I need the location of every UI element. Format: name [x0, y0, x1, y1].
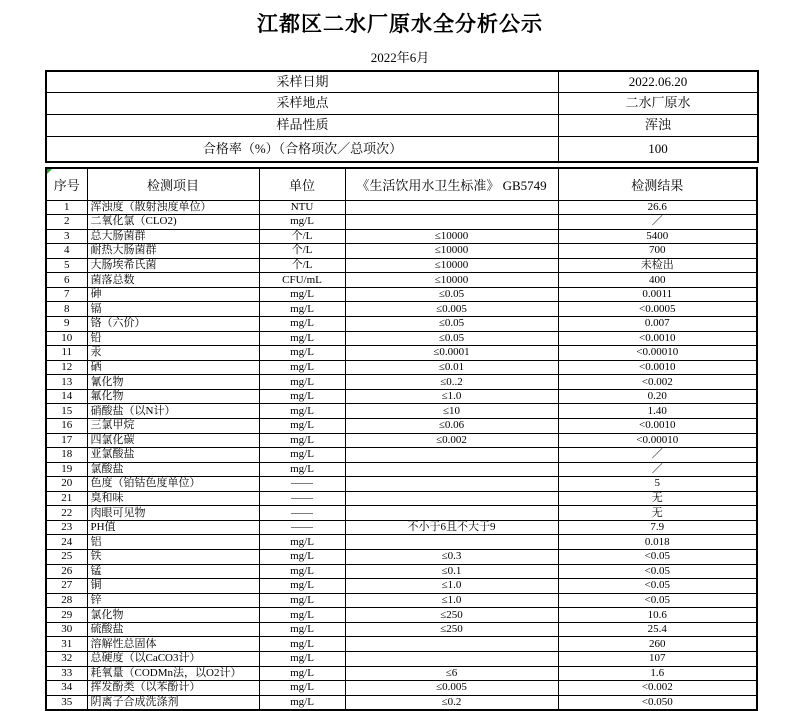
cell-unit: mg/L	[259, 462, 345, 477]
cell-seq: 14	[46, 389, 87, 404]
cell-result: <0.0005	[558, 302, 757, 317]
cell-result: 25.4	[558, 622, 757, 637]
cell-standard: ≤10000	[345, 244, 558, 259]
cell-standard	[345, 651, 558, 666]
table-row	[46, 229, 757, 244]
cell-unit: mg/L	[259, 579, 345, 594]
cell-standard: ≤0.005	[345, 302, 558, 317]
cell-seq: 19	[46, 462, 87, 477]
cell-item: 溶解性总固体	[87, 637, 259, 652]
table-row	[46, 433, 757, 448]
sample-info-table	[45, 70, 759, 163]
table-row	[46, 302, 757, 317]
cell-standard: ≤0.05	[345, 317, 558, 332]
cell-unit: ——	[259, 491, 345, 506]
cell-item: 硒	[87, 360, 259, 375]
cell-item: 铜	[87, 579, 259, 594]
cell-unit: mg/L	[259, 331, 345, 346]
cell-unit: mg/L	[259, 637, 345, 652]
cell-item: 氯化物	[87, 608, 259, 623]
cell-seq: 6	[46, 273, 87, 288]
cell-item: 总大肠菌群	[87, 229, 259, 244]
cell-standard	[345, 506, 558, 521]
excel-flag-triangle	[47, 169, 52, 174]
cell-result: 0.20	[558, 389, 757, 404]
cell-result: ／	[558, 215, 757, 230]
table-row	[46, 651, 757, 666]
cell-result: 无	[558, 491, 757, 506]
cell-standard	[345, 637, 558, 652]
cell-result: <0.0010	[558, 360, 757, 375]
table-row	[46, 331, 757, 346]
cell-seq: 7	[46, 287, 87, 302]
cell-unit: mg/L	[259, 215, 345, 230]
info-value: 2022.06.20	[559, 71, 759, 92]
cell-unit: mg/L	[259, 389, 345, 404]
cell-unit: mg/L	[259, 448, 345, 463]
table-row	[46, 491, 757, 506]
table-row	[46, 200, 757, 215]
cell-standard: ≤0.01	[345, 360, 558, 375]
cell-seq: 28	[46, 593, 87, 608]
cell-unit: mg/L	[259, 375, 345, 390]
cell-unit: CFU/mL	[259, 273, 345, 288]
cell-result: 0.0011	[558, 287, 757, 302]
cell-seq: 24	[46, 535, 87, 550]
cell-result: <0.00010	[558, 433, 757, 448]
cell-result: 700	[558, 244, 757, 259]
cell-standard: ≤0.05	[345, 331, 558, 346]
analysis-table	[45, 167, 758, 711]
cell-item: 汞	[87, 346, 259, 361]
cell-standard: ≤10000	[345, 273, 558, 288]
col-header-unit: 单位	[259, 168, 345, 200]
cell-result: 10.6	[558, 608, 757, 623]
header-row	[46, 168, 757, 200]
cell-item: 砷	[87, 287, 259, 302]
cell-standard: ≤10000	[345, 229, 558, 244]
cell-standard	[345, 448, 558, 463]
cell-seq: 30	[46, 622, 87, 637]
table-row	[46, 360, 757, 375]
cell-seq: 29	[46, 608, 87, 623]
cell-unit: mg/L	[259, 695, 345, 710]
cell-seq: 17	[46, 433, 87, 448]
table-row	[46, 550, 757, 565]
cell-unit: 个/L	[259, 229, 345, 244]
cell-standard: ≤10	[345, 404, 558, 419]
cell-unit: mg/L	[259, 681, 345, 696]
cell-item: 硝酸盐（以N计）	[87, 404, 259, 419]
cell-item: 氟化物	[87, 389, 259, 404]
cell-item: 氯酸盐	[87, 462, 259, 477]
cell-result: <0.0010	[558, 331, 757, 346]
cell-item: 三氯甲烷	[87, 418, 259, 433]
cell-standard	[345, 535, 558, 550]
table-row	[46, 520, 757, 535]
cell-result: 5400	[558, 229, 757, 244]
cell-standard: ≤1.0	[345, 389, 558, 404]
cell-seq: 15	[46, 404, 87, 419]
table-row	[46, 287, 757, 302]
cell-standard: ≤250	[345, 608, 558, 623]
table-row	[46, 215, 757, 230]
cell-seq: 31	[46, 637, 87, 652]
cell-item: 铝	[87, 535, 259, 550]
cell-item: 硫酸盐	[87, 622, 259, 637]
cell-unit: mg/L	[259, 317, 345, 332]
cell-item: 锰	[87, 564, 259, 579]
page-title: 江都区二水厂原水全分析公示	[257, 13, 543, 36]
table-row	[46, 462, 757, 477]
cell-seq: 34	[46, 681, 87, 696]
cell-standard: ≤0.0001	[345, 346, 558, 361]
col-header-standard: 《生活饮用水卫生标准》 GB5749	[345, 168, 558, 200]
cell-item: 氰化物	[87, 375, 259, 390]
cell-result: 0.018	[558, 535, 757, 550]
cell-item: 亚氯酸盐	[87, 448, 259, 463]
cell-seq: 23	[46, 520, 87, 535]
table-row	[46, 317, 757, 332]
cell-seq: 5	[46, 258, 87, 273]
table-row	[46, 564, 757, 579]
cell-unit: 个/L	[259, 258, 345, 273]
cell-result: ／	[558, 448, 757, 463]
table-row	[46, 273, 757, 288]
table-row	[46, 375, 757, 390]
cell-item: 耐热大肠菌群	[87, 244, 259, 259]
cell-unit: ——	[259, 520, 345, 535]
cell-standard: ≤10000	[345, 258, 558, 273]
cell-seq: 33	[46, 666, 87, 681]
cell-seq: 11	[46, 346, 87, 361]
cell-result: 400	[558, 273, 757, 288]
cell-unit: mg/L	[259, 418, 345, 433]
analysis-table-body	[46, 200, 757, 710]
cell-seq: 35	[46, 695, 87, 710]
cell-item: 色度（铂钴色度单位）	[87, 477, 259, 492]
info-label: 采样日期	[46, 71, 559, 92]
info-label: 合格率（%）（合格项次／总项次）	[46, 136, 559, 162]
cell-seq: 32	[46, 651, 87, 666]
table-row	[46, 608, 757, 623]
cell-result: <0.05	[558, 550, 757, 565]
cell-item: 铅	[87, 331, 259, 346]
cell-seq: 4	[46, 244, 87, 259]
table-row	[46, 448, 757, 463]
cell-result: 1.40	[558, 404, 757, 419]
cell-seq: 18	[46, 448, 87, 463]
cell-seq: 16	[46, 418, 87, 433]
cell-standard	[345, 491, 558, 506]
cell-unit: 个/L	[259, 244, 345, 259]
cell-seq: 9	[46, 317, 87, 332]
cell-seq: 3	[46, 229, 87, 244]
cell-unit: mg/L	[259, 302, 345, 317]
cell-standard	[345, 200, 558, 215]
cell-unit: mg/L	[259, 550, 345, 565]
info-value: 二水厂原水	[559, 92, 759, 114]
cell-seq: 27	[46, 579, 87, 594]
table-row	[46, 346, 757, 361]
table-row	[46, 506, 757, 521]
cell-unit: mg/L	[259, 666, 345, 681]
cell-seq: 12	[46, 360, 87, 375]
cell-seq: 21	[46, 491, 87, 506]
cell-unit: mg/L	[259, 608, 345, 623]
table-row	[46, 681, 757, 696]
cell-seq: 1	[46, 200, 87, 215]
info-value: 100	[559, 136, 759, 162]
cell-item: 镉	[87, 302, 259, 317]
cell-item: 铁	[87, 550, 259, 565]
cell-standard: ≤1.0	[345, 579, 558, 594]
cell-result: 5	[558, 477, 757, 492]
report-month: 2022年6月	[370, 50, 430, 65]
cell-seq: 10	[46, 331, 87, 346]
cell-standard	[345, 477, 558, 492]
cell-result: 260	[558, 637, 757, 652]
cell-standard: ≤1.0	[345, 593, 558, 608]
cell-standard: ≤0.06	[345, 418, 558, 433]
cell-item: PH值	[87, 520, 259, 535]
cell-seq: 13	[46, 375, 87, 390]
table-row	[46, 389, 757, 404]
col-header-item: 检测项目	[87, 168, 259, 200]
cell-item: 浑浊度（散射浊度单位）	[87, 200, 259, 215]
cell-result: <0.0010	[558, 418, 757, 433]
cell-result: 未检出	[558, 258, 757, 273]
cell-unit: NTU	[259, 200, 345, 215]
cell-unit: mg/L	[259, 346, 345, 361]
cell-standard	[345, 462, 558, 477]
cell-item: 阴离子合成洗涤剂	[87, 695, 259, 710]
cell-item: 臭和味	[87, 491, 259, 506]
table-row	[46, 418, 757, 433]
info-row	[46, 114, 758, 136]
cell-result: <0.050	[558, 695, 757, 710]
table-row	[46, 535, 757, 550]
table-row	[46, 695, 757, 710]
col-header-seq-label: 序号	[53, 177, 80, 193]
cell-unit: mg/L	[259, 535, 345, 550]
cell-seq: 8	[46, 302, 87, 317]
cell-result: <0.002	[558, 681, 757, 696]
cell-unit: mg/L	[259, 404, 345, 419]
cell-standard	[345, 215, 558, 230]
cell-seq: 25	[46, 550, 87, 565]
cell-result: <0.05	[558, 579, 757, 594]
cell-standard: ≤250	[345, 622, 558, 637]
cell-result: <0.05	[558, 564, 757, 579]
cell-item: 挥发酚类（以苯酚计）	[87, 681, 259, 696]
cell-unit: ——	[259, 477, 345, 492]
cell-unit: mg/L	[259, 564, 345, 579]
cell-item: 二氧化氯（CLO2)	[87, 215, 259, 230]
info-label: 采样地点	[46, 92, 559, 114]
table-row	[46, 258, 757, 273]
cell-unit: mg/L	[259, 433, 345, 448]
cell-result: 0.007	[558, 317, 757, 332]
table-row	[46, 622, 757, 637]
cell-result: <0.002	[558, 375, 757, 390]
col-header-result: 检测结果	[558, 168, 757, 200]
cell-item: 菌落总数	[87, 273, 259, 288]
info-value: 浑浊	[559, 114, 759, 136]
cell-standard: ≤0.002	[345, 433, 558, 448]
cell-standard: ≤0.3	[345, 550, 558, 565]
cell-result: 1.6	[558, 666, 757, 681]
table-row	[46, 579, 757, 594]
cell-unit: mg/L	[259, 593, 345, 608]
info-label: 样品性质	[46, 114, 559, 136]
cell-result: 26.6	[558, 200, 757, 215]
cell-seq: 26	[46, 564, 87, 579]
cell-standard: ≤0.1	[345, 564, 558, 579]
cell-result: 7.9	[558, 520, 757, 535]
cell-result: ／	[558, 462, 757, 477]
info-row	[46, 92, 758, 114]
cell-unit: ——	[259, 506, 345, 521]
cell-result: <0.00010	[558, 346, 757, 361]
table-row	[46, 637, 757, 652]
cell-seq: 22	[46, 506, 87, 521]
cell-standard: ≤0.005	[345, 681, 558, 696]
table-row	[46, 477, 757, 492]
table-row	[46, 666, 757, 681]
info-row	[46, 136, 758, 162]
table-row	[46, 593, 757, 608]
cell-standard: ≤0..2	[345, 375, 558, 390]
cell-result: 无	[558, 506, 757, 521]
table-row	[46, 244, 757, 259]
cell-unit: mg/L	[259, 287, 345, 302]
cell-item: 锌	[87, 593, 259, 608]
cell-unit: mg/L	[259, 651, 345, 666]
cell-item: 大肠埃希氏菌	[87, 258, 259, 273]
cell-standard: ≤0.2	[345, 695, 558, 710]
cell-seq: 20	[46, 477, 87, 492]
cell-standard: ≤6	[345, 666, 558, 681]
cell-result: <0.05	[558, 593, 757, 608]
cell-item: 肉眼可见物	[87, 506, 259, 521]
cell-result: 107	[558, 651, 757, 666]
cell-standard: ≤0.05	[345, 287, 558, 302]
cell-seq: 2	[46, 215, 87, 230]
cell-item: 四氯化碳	[87, 433, 259, 448]
cell-unit: mg/L	[259, 360, 345, 375]
cell-standard: 不小于6且不大于9	[345, 520, 558, 535]
cell-item: 耗氧量（CODMn法，以O2计）	[87, 666, 259, 681]
cell-item: 总硬度（以CaCO3计）	[87, 651, 259, 666]
info-row	[46, 71, 758, 92]
table-row	[46, 404, 757, 419]
cell-unit: mg/L	[259, 622, 345, 637]
col-header-seq	[46, 168, 87, 200]
cell-item: 铬（六价）	[87, 317, 259, 332]
